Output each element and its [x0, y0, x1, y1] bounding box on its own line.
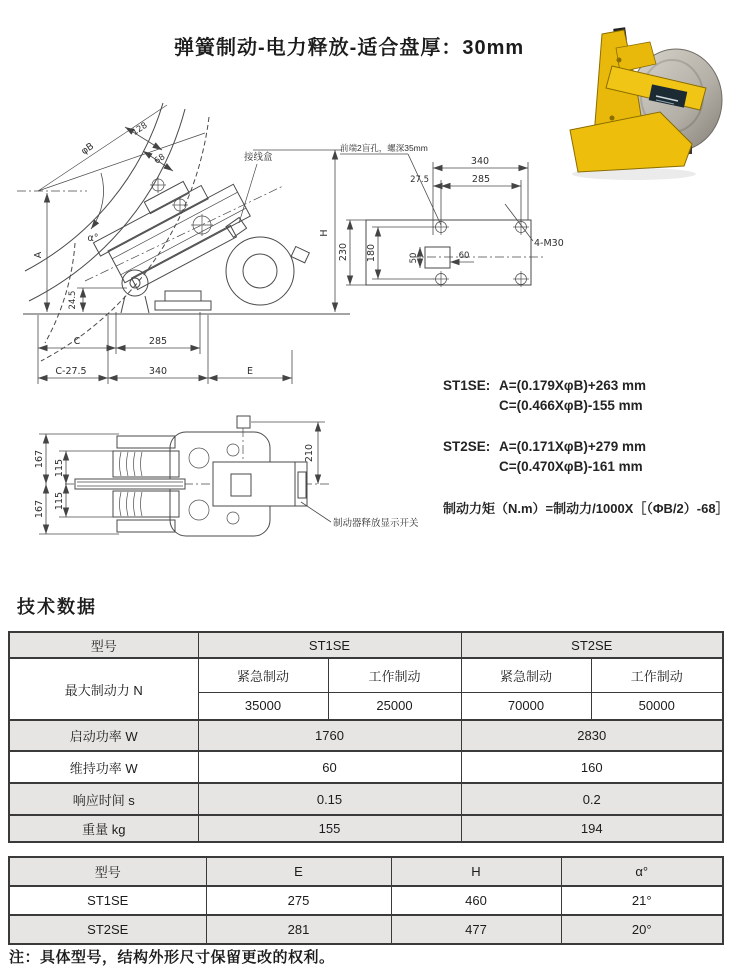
- dim-e: E: [246, 366, 254, 377]
- dim-cell: 20°: [561, 915, 723, 944]
- footnote: 注：具体型号，结构外形尺寸保留更改的权利。: [9, 949, 335, 966]
- dim-285: 285: [148, 336, 168, 347]
- pivot: [122, 270, 148, 296]
- formula-st1se-c: C=(0.466XφB)-155 mm: [499, 398, 643, 413]
- thruster-housing: [226, 237, 294, 305]
- dim-115-top: 115: [54, 458, 65, 478]
- dim-180: 180: [366, 243, 377, 263]
- formula-st2se-c: C=(0.470XφB)-161 mm: [499, 459, 643, 474]
- formula-model-st2se: ST2SE:: [443, 439, 491, 454]
- dim-alpha: α°: [87, 233, 99, 244]
- row-value-st1se: 0.15: [198, 783, 461, 815]
- dim-340: 340: [148, 366, 168, 377]
- dim-cell: ST2SE: [9, 915, 206, 944]
- formula-model-st1se: ST1SE:: [443, 378, 491, 393]
- formula-st2se: [443, 437, 748, 477]
- spec-table: [8, 631, 724, 843]
- row-label: 维持功率 W: [9, 751, 198, 783]
- subheader-emergency-1: 紧急制动: [198, 658, 328, 692]
- row-value-st2se: 0.2: [461, 783, 723, 815]
- dim-row-st1se: [9, 886, 723, 915]
- bolt-holes: [433, 219, 529, 287]
- blind-hole-callout: 前端2盲孔，螺深35mm: [340, 143, 428, 153]
- dim-a: A: [33, 251, 44, 259]
- formulas-block: [443, 376, 748, 517]
- section-heading: 技术数据: [17, 597, 97, 617]
- spec-row-response-time: [9, 783, 723, 815]
- bolt-marks: [150, 177, 213, 236]
- top-view-drawing: [15, 398, 435, 566]
- dim-230: 230: [338, 242, 349, 262]
- dim-header-alpha: α°: [561, 857, 723, 886]
- row-value-st2se: 160: [461, 751, 723, 783]
- dim-c: C: [73, 336, 81, 347]
- formula-st2se-a: A=(0.171XφB)+279 mm: [499, 439, 646, 454]
- max-force-value: 50000: [591, 692, 723, 720]
- row-value-st2se: 2830: [461, 720, 723, 751]
- dim-c-minus: C-27.5: [55, 366, 87, 377]
- max-force-value: 35000: [198, 692, 328, 720]
- row-label: 启动功率 W: [9, 720, 198, 751]
- row-value-st1se: 155: [198, 815, 461, 842]
- dim-115-bottom: 115: [54, 491, 65, 511]
- dim-phi-b: φB: [79, 140, 96, 158]
- junction-box-label: 接线盒: [244, 152, 273, 163]
- caliper-assembly: [88, 161, 256, 297]
- max-force-value: 70000: [461, 692, 591, 720]
- max-force-value: 25000: [328, 692, 461, 720]
- row-value-st2se: 194: [461, 815, 723, 842]
- spec-model-st2se: ST2SE: [461, 632, 723, 658]
- mounting-plate-drawing: [338, 140, 578, 335]
- spec-row-start-power: [9, 720, 723, 751]
- product-photo: [564, 26, 746, 182]
- dim-167-bottom: 167: [34, 499, 45, 519]
- dim-60: 60: [458, 251, 470, 261]
- spec-header-row: [9, 632, 723, 658]
- dim-50: 50: [409, 252, 419, 264]
- subheader-service-2: 工作制动: [591, 658, 723, 692]
- formula-st1se-a: A=(0.179XφB)+263 mm: [499, 378, 646, 393]
- dim-340: 340: [470, 156, 490, 167]
- dim-row-st2se: [9, 915, 723, 944]
- spec-model-st1se: ST1SE: [198, 632, 461, 658]
- dim-68: 68: [152, 152, 168, 167]
- side-view-drawing: [15, 103, 365, 395]
- formula-st1se: [443, 376, 748, 416]
- row-value-st1se: 60: [198, 751, 461, 783]
- dim-header-model: 型号: [9, 857, 206, 886]
- row-label: 重量 kg: [9, 815, 198, 842]
- torque-formula: 制动力矩（N.m）=制动力/1000X［（ΦB/2）-68］: [443, 501, 729, 516]
- dim-24-5: 24.5: [68, 290, 78, 310]
- dim-header-h: H: [391, 857, 561, 886]
- dim-cell: ST1SE: [9, 886, 206, 915]
- shaft: [75, 479, 185, 489]
- release-switch-label: 制动器释放显示开关: [333, 518, 419, 529]
- base-plate-outline: [366, 220, 531, 285]
- dim-cell: 281: [206, 915, 391, 944]
- dim-header-e: E: [206, 857, 391, 886]
- dim-27-5: 27.5: [410, 175, 429, 185]
- subheader-service-1: 工作制动: [328, 658, 461, 692]
- dim-h: H: [319, 229, 330, 237]
- thruster-cylinder: [213, 462, 295, 506]
- dim-table-header-row: [9, 857, 723, 886]
- dim-128: 128: [130, 120, 150, 138]
- max-force-label: 最大制动力 N: [9, 658, 198, 720]
- page-title: 弹簧制动-电力释放-适合盘厚：30mm: [174, 37, 525, 59]
- dim-cell: 275: [206, 886, 391, 915]
- row-label: 响应时间 s: [9, 783, 198, 815]
- row-value-st1se: 1760: [198, 720, 461, 751]
- spec-model-header: 型号: [9, 632, 198, 658]
- dim-cell: 460: [391, 886, 561, 915]
- dim-cell: 21°: [561, 886, 723, 915]
- dim-cell: 477: [391, 915, 561, 944]
- max-force-subheader-row: [9, 658, 723, 692]
- subheader-emergency-2: 紧急制动: [461, 658, 591, 692]
- spec-row-weight: [9, 815, 723, 842]
- bolt-spec-label: 4-M30: [534, 238, 564, 249]
- dim-167-top: 167: [34, 449, 45, 469]
- dim-210: 210: [304, 443, 315, 463]
- spec-row-hold-power: [9, 751, 723, 783]
- dimension-table: [8, 856, 724, 945]
- dim-285: 285: [471, 174, 491, 185]
